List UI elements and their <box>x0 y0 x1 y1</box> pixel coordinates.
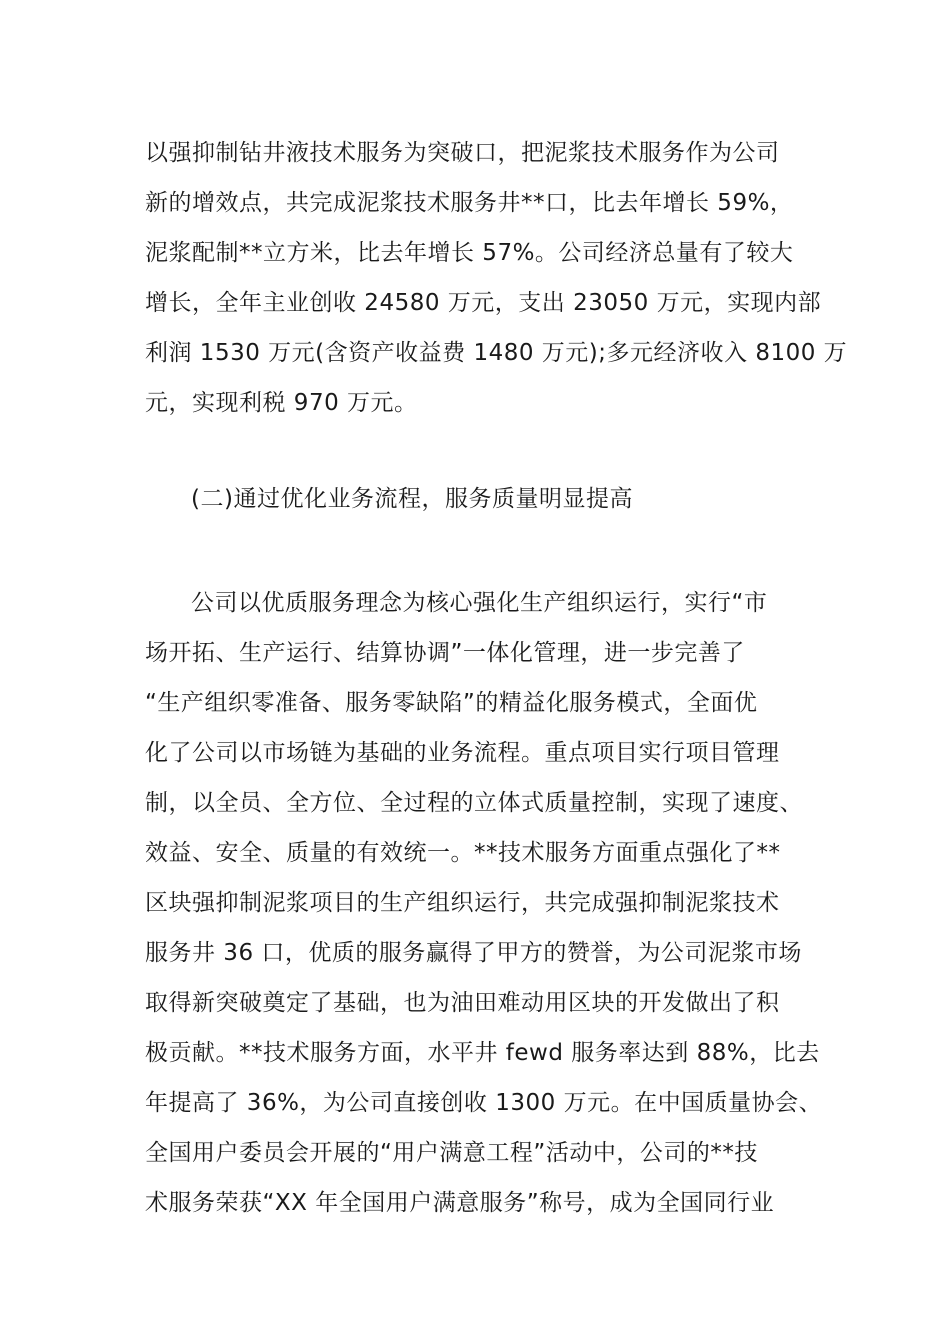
paragraph-2-line-11: 年提高了 36%，为公司直接创收 1300 万元。在中国质量协会、 <box>145 1090 823 1116</box>
paragraph-2-line-13: 术服务荣获“XX 年全国用户满意服务”称号，成为全国同行业 <box>145 1190 775 1216</box>
paragraph-1-line-5: 利润 1530 万元(含资产收益费 1480 万元);多元经济收入 8100 万 <box>145 340 848 366</box>
paragraph-2-line-10: 极贡献。**技术服务方面，水平井 fewd 服务率达到 88%，比去 <box>145 1040 820 1066</box>
paragraph-2-line-4: 化了公司以市场链为基础的业务流程。重点项目实行项目管理 <box>145 740 780 766</box>
paragraph-2-line-9: 取得新突破奠定了基础，也为油田难动用区块的开发做出了积 <box>145 990 780 1016</box>
paragraph-1-line-6: 元，实现利税 970 万元。 <box>145 390 418 416</box>
paragraph-2-line-8: 服务井 36 口，优质的服务赢得了甲方的赞誉，为公司泥浆市场 <box>145 940 802 966</box>
paragraph-2-line-6: 效益、安全、质量的有效统一。**技术服务方面重点强化了** <box>145 840 781 866</box>
paragraph-1-line-4: 增长，全年主业创收 24580 万元，支出 23050 万元，实现内部 <box>145 290 822 316</box>
paragraph-1-line-3: 泥浆配制**立方米，比去年增长 57%。公司经济总量有了较大 <box>145 240 794 266</box>
paragraph-2-line-7: 区块强抑制泥浆项目的生产组织运行，共完成强抑制泥浆技术 <box>145 890 780 916</box>
paragraph-1-line-1: 以强抑制钻井液技术服务为突破口，把泥浆技术服务作为公司 <box>145 140 780 166</box>
paragraph-2-line-2: 场开拓、生产运行、结算协调”一体化管理，进一步完善了 <box>145 640 745 666</box>
paragraph-2-line-5: 制，以全员、全方位、全过程的立体式质量控制，实现了速度、 <box>145 790 803 816</box>
paragraph-2-line-12: 全国用户委员会开展的“用户满意工程”活动中，公司的**技 <box>145 1140 758 1166</box>
paragraph-2-line-3: “生产组织零准备、服务零缺陷”的精益化服务模式，全面优 <box>145 690 758 716</box>
section-heading: (二)通过优化业务流程，服务质量明显提高 <box>191 486 633 512</box>
paragraph-2-line-1: 公司以优质服务理念为核心强化生产组织运行，实行“市 <box>191 590 768 616</box>
paragraph-1-line-2: 新的增效点，共完成泥浆技术服务井**口，比去年增长 59%， <box>145 190 794 216</box>
